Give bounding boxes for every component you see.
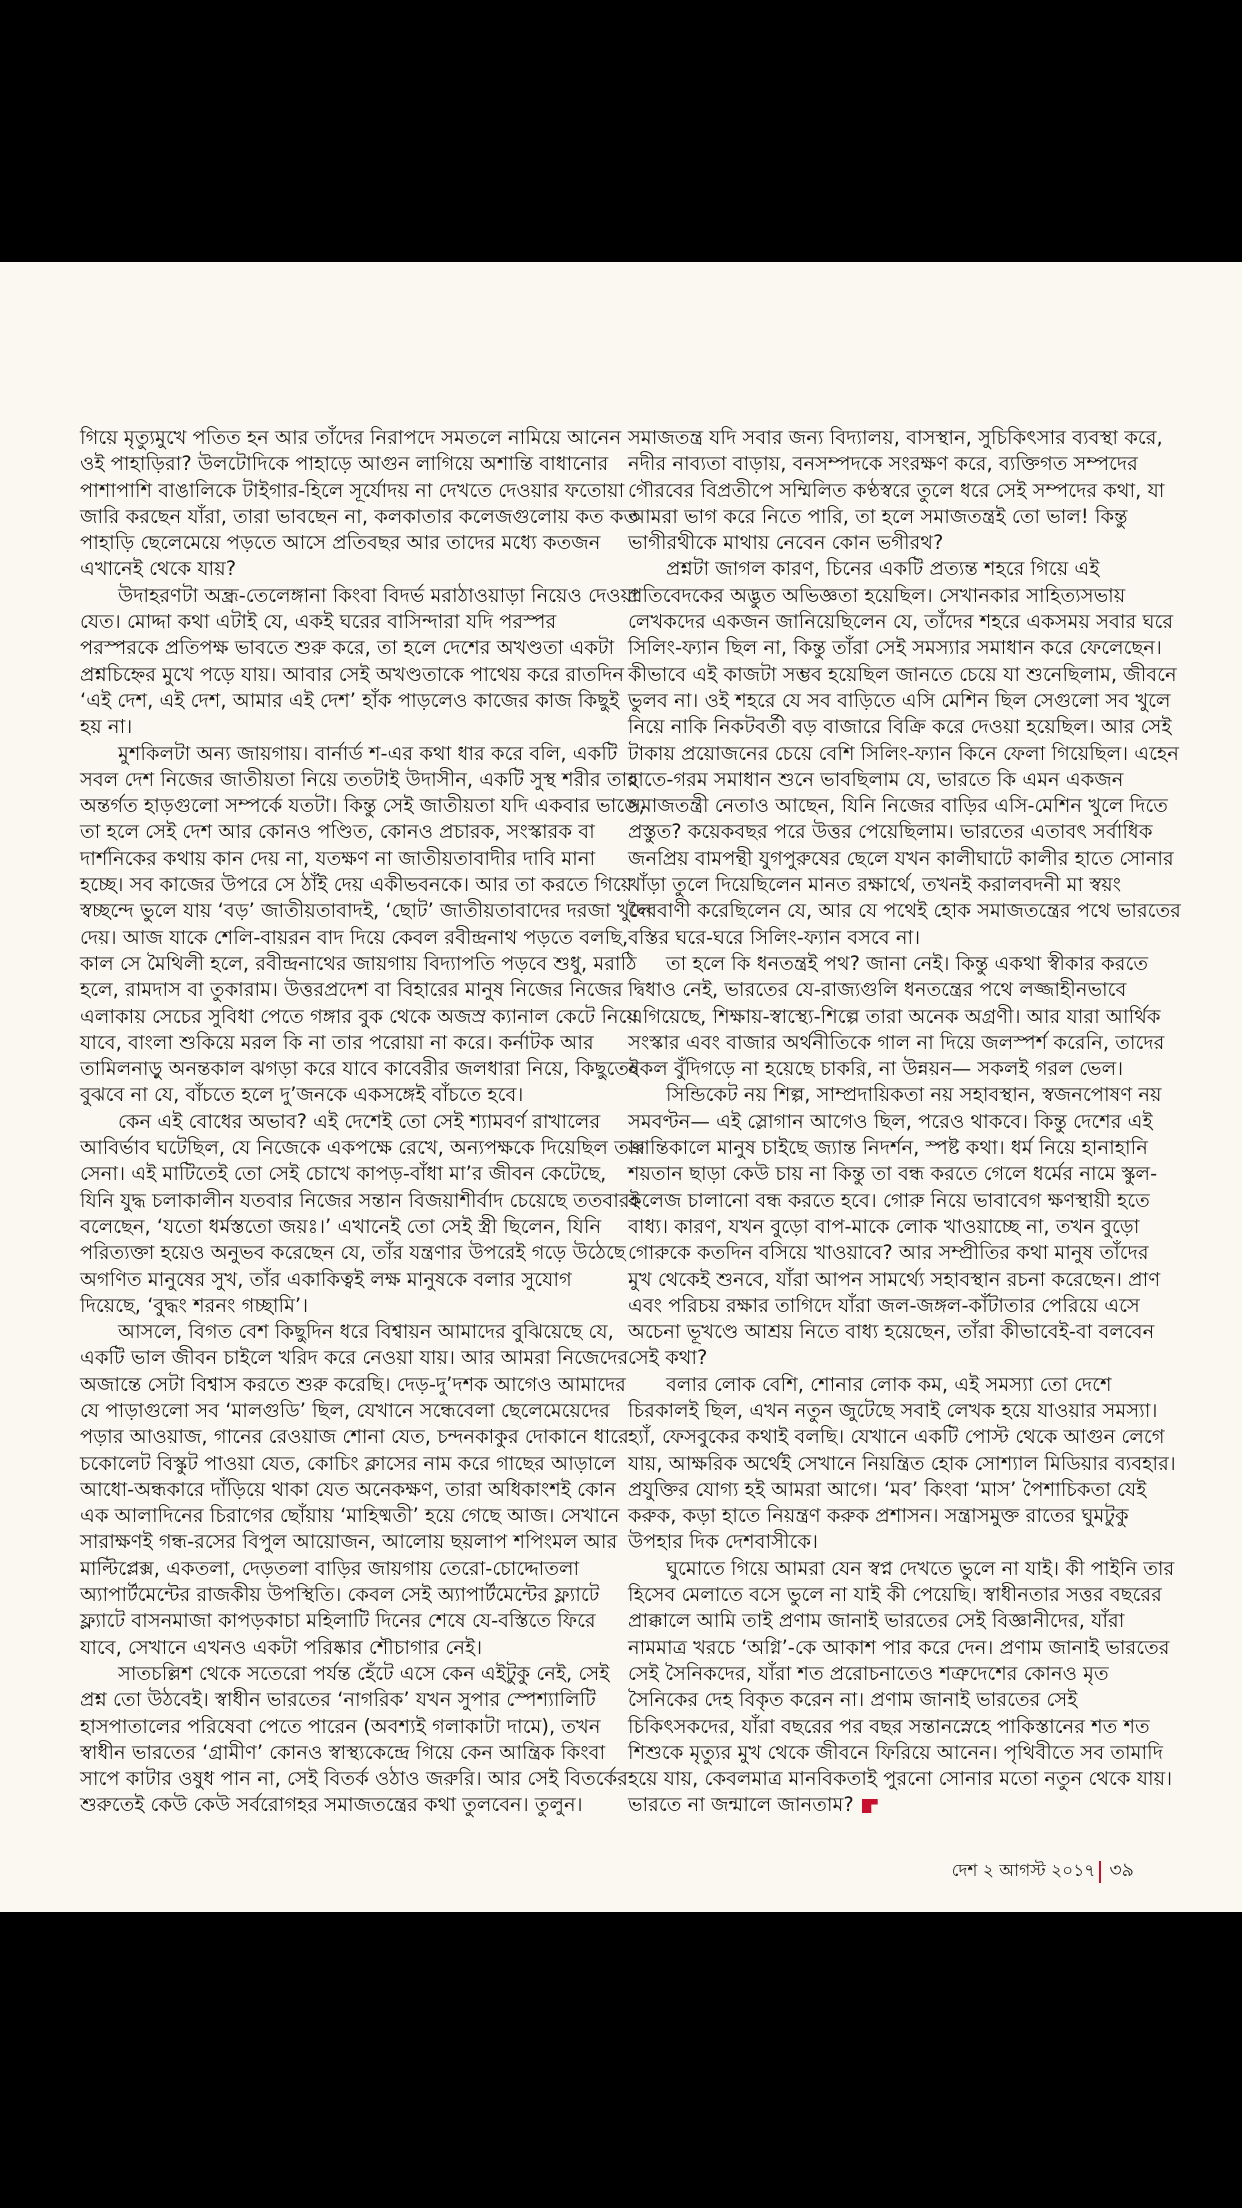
text-line-content: মুশকিলটা অন্য জায়গায়। বার্নার্ড শ-এর কথা ধার করে বলি, একটি	[118, 741, 618, 765]
text-line	[628, 1529, 1158, 1555]
text-line-content: সেই কথা?	[628, 1346, 708, 1370]
text-line	[628, 609, 1174, 635]
text-line	[628, 1056, 1158, 1082]
text-line-content: যে পাড়াগুলো সব ‘মালগুডি’ ছিল, যেখানে সন্ধেবেলা ছেলেমেয়েদের	[80, 1398, 610, 1422]
article-column-left	[80, 425, 653, 1819]
text-line	[628, 1582, 1162, 1608]
text-line-content: পাশাপাশি বাঙালিকে টাইগার-হিলে সূর্যোদয় না দেখতে দেওয়ার ফতোয়া	[80, 478, 625, 502]
text-line-content: যেত। মোদ্দা কথা এটাই যে, একই ঘরের বাসিন্দারা যদি পরস্পর	[80, 610, 557, 634]
text-line	[628, 1556, 1175, 1582]
text-line-content: সবল দেশ নিজের জাতীয়তা নিয়ে ততটাই উদাসীন, একটি সুস্থ শরীর তার	[80, 767, 638, 791]
text-line	[80, 1319, 614, 1345]
text-line	[80, 609, 610, 635]
text-line	[628, 1398, 1158, 1424]
text-line	[80, 1082, 610, 1108]
text-line	[628, 1503, 1158, 1529]
paragraph	[628, 951, 1165, 1082]
magazine-page	[0, 262, 1242, 1912]
text-line	[628, 1030, 1165, 1056]
text-line	[80, 1240, 626, 1266]
text-line	[80, 977, 623, 1003]
text-line	[628, 1714, 1158, 1740]
text-line-content: গিয়ে মৃত্যুমুখে পতিত হন আর তাঁদের নিরাপদে সমতলে নামিয়ে আনেন	[80, 426, 622, 449]
text-line	[80, 1503, 620, 1529]
text-line-content: ভারতে না জন্মালে জানতাম?	[628, 1793, 854, 1817]
text-line	[80, 741, 618, 767]
text-line-content: হয়ে যায়, কেবলমাত্র মানবিকতাই পুরনো সোনার মতো নতুন থেকে যায়।	[628, 1767, 1173, 1791]
text-line	[628, 425, 1163, 451]
issue-date: দেশ ২ আগস্ট ২০১৭	[951, 1861, 1096, 1881]
text-line	[80, 846, 610, 872]
text-line-content: হাতে-গরম সমাধান শুনে ভাবছিলাম যে, ভারতে কি এমন একজন	[628, 767, 1124, 791]
text-line-content: প্রশ্নটা জাগল কারণ, চিনের একটি প্রত্যন্ত শহরে গিয়ে এই	[666, 557, 1100, 581]
text-line	[628, 1635, 1170, 1661]
text-line-content: ঘুমোতে গিয়ে আমরা যেন স্বপ্ন দেখতে ভুলে না যাই। কী পাইনি তার	[666, 1556, 1175, 1580]
text-line	[80, 898, 653, 924]
text-line	[80, 662, 625, 688]
text-line-content: যিনি যুদ্ধ চলাকালীন যতবার নিজের সন্তান বিজয়াশীর্বাদ চেয়েছে ততবারই	[80, 1188, 640, 1212]
text-line	[628, 793, 1168, 819]
text-line-content: ভাগীরথীকে মাথায় নেবেন কোন ভগীরথ?	[628, 531, 944, 555]
text-line-content: অচেনা ভূখণ্ডে আশ্রয় নিতে বাধ্য হয়েছেন, তাঁরা কীভাবেই-বা বলবেন	[628, 1320, 1155, 1344]
text-line-content: দ্বিধাও নেই, ভারতের যে-রাজ্যগুলি ধনতন্ত্রের পথে লজ্জাহীনভাবে	[628, 978, 1127, 1002]
text-line-content: আবির্ভাব ঘটেছিল, যে নিজেকে একপক্ষে রেখে, অন্যপক্ষকে দিয়েছিল তার	[80, 1136, 646, 1160]
article-column-right	[628, 425, 1181, 1819]
text-line-content: লেখকদের একজন জানিয়েছিলেন যে, তাঁদের শহরে একসময় সবার ঘরে	[628, 610, 1174, 634]
text-line	[628, 688, 1171, 714]
text-line-content: বুঝবে না যে, বাঁচতে হলে দু’জনকে একসঙ্গেই বাঁচতে হবে।	[80, 1083, 524, 1107]
text-line-content: কীভাবে এই কাজটা সম্ভব হয়েছিল জানতে চেয়ে যা শুনেছিলাম, জীবনে	[628, 662, 1177, 686]
text-line-content: নামমাত্র খরচে ‘অগ্নি’-কে আকাশ পার করে দেন। প্রণাম জানাই ভারতের	[628, 1635, 1170, 1659]
text-line	[628, 1424, 1165, 1450]
text-line-content: বলেছেন, ‘যতো ধর্মস্ততো জয়ঃ।’ এখানেই তো সেই স্ত্রী ছিলেন, যিনি	[80, 1214, 602, 1238]
text-line-content: স্বাধীন ভারতের ‘গ্রামীণ’ কোনও স্বাস্থ্যকেন্দ্রে গিয়ে কেন আন্ত্রিক কিংবা	[80, 1740, 606, 1764]
text-line-content: সাপে কাটার ওষুধ পান না, সেই বিতর্ক ওঠাও জরুরি। আর সেই বিতর্কের	[80, 1767, 628, 1791]
text-line	[628, 1740, 1163, 1766]
text-line-content: হয় না।	[80, 715, 133, 739]
text-line	[80, 1714, 610, 1740]
text-line-content: সিলিং-ফ্যান ছিল না, কিন্তু তাঁরা সেই সমস্যার সমাধান করে ফেলেছেন।	[628, 636, 1162, 660]
text-line	[628, 1766, 1173, 1792]
text-line-content: সিন্ডিকেট নয় শিল্প, সাম্প্রদায়িকতা নয় সহাবস্থান, স্বজনপোষণ নয়	[666, 1083, 1162, 1107]
text-line-content: বস্তির ঘরে-ঘরে সিলিং-ফ্যান বসবে না।	[628, 925, 921, 949]
text-line-content: জারি করছেন যাঁরা, তারা ভাবছেন না, কলকাতার কলেজগুলোয় কত কত	[80, 504, 639, 528]
text-line-content: যাবে, সেখানে এখনও একটা পরিষ্কার শৌচাগার নেই।	[80, 1635, 483, 1659]
text-line-content: সমাজতন্ত্র যদি সবার জন্য বিদ্যালয়, বাসস্থান, সুচিকিৎসার ব্যবস্থা করে,	[628, 426, 1163, 449]
text-line-content: স্বচ্ছন্দে ভুলে যায় ‘বড়’ জাতীয়তাবাদই, ‘ছোট’ জাতীয়তাবাদের দরজা খুলে	[80, 899, 653, 923]
text-line	[628, 1214, 1158, 1240]
text-line-content: সংস্কার এবং বাজার অর্থনীতিকে গাল না দিয়ে জলস্পর্শ করেনি, তাদের	[628, 1030, 1165, 1054]
text-line	[628, 504, 1158, 530]
text-line	[628, 714, 1172, 740]
text-line-content: দৈববাণী করেছিলেন যে, আর যে পথেই হোক সমাজতন্ত্রের পথে ভারতের	[628, 899, 1181, 923]
text-line	[628, 530, 1158, 556]
text-line	[628, 451, 1158, 477]
text-line-content: হাসপাতালের পরিষেবা পেতে পারেন (অবশ্যই গলাকাটা দামে), তখন	[80, 1714, 601, 1738]
text-line	[628, 635, 1162, 661]
text-line	[80, 635, 615, 661]
text-line-content: ‘এই দেশ, এই দেশ, আমার এই দেশ’ হাঁক পাড়লেও কাজের কাজ কিছুই	[80, 688, 620, 712]
text-line	[80, 478, 625, 504]
text-line-content: কাল সে মৈথিলী হলে, রবীন্দ্রনাথের জায়গায় বিদ্যাপতি পড়বে শুধু, মরাঠি	[80, 951, 637, 975]
text-line-content: সমবণ্টন— এই স্লোগান আগেও ছিল, পরেও থাকবে। কিন্তু দেশের এই	[628, 1109, 1153, 1133]
text-line	[80, 1792, 610, 1818]
text-line	[628, 1293, 1158, 1319]
text-line-content: প্রাক্কালে আমি তাই প্রণাম জানাই ভারতের সেই বিজ্ঞানীদের, যাঁরা	[628, 1609, 1125, 1633]
text-line	[80, 530, 610, 556]
paragraph	[628, 425, 1165, 556]
text-line	[80, 1398, 610, 1424]
text-line	[628, 951, 1158, 977]
footer-separator	[1099, 1861, 1101, 1883]
text-line-content: প্রতিবেদকের অদ্ভুত অভিজ্ঞতা হয়েছিল। সেখানকার সাহিত্যসভায়	[628, 583, 1126, 607]
text-line	[628, 1161, 1158, 1187]
text-line-content: এবং পরিচয় রক্ষার তাগিদে যাঁরা জল-জঙ্গল-কাঁটাতার পেরিয়ে এসে	[628, 1293, 1140, 1317]
text-line-content: পড়ার আওয়াজ, গানের রেওয়াজ শোনা যেত, চন্দনকাকুর দোকানে ধারে	[80, 1425, 629, 1449]
text-line-content: ওই পাহাড়িরা? উলটোদিকে পাহাড়ে আগুন লাগিয়ে অশান্তি বাধানোর	[80, 452, 609, 476]
text-line	[80, 425, 622, 451]
text-line-content: কলেজ চালানো বন্ধ করতে হবে। গোরু নিয়ে ভাবাবেগ ক্ষণস্থায়ী হতে	[628, 1188, 1150, 1212]
text-line	[80, 1424, 629, 1450]
text-line-content: নকল বুঁদিগড়ে না হয়েছে চাকরি, না উন্নয়ন— সকলই গরল ভেল।	[628, 1057, 1124, 1081]
text-line-content: কেন এই বোধের অভাব? এই দেশেই তো সেই শ্যামবর্ণ রাখালের	[118, 1109, 601, 1133]
text-line	[80, 714, 610, 740]
text-line-content: আমরা ভাগ করে নিতে পারি, তা হলে সমাজতন্ত্রই তো ভাল! কিন্তু	[628, 504, 1128, 528]
text-line-content: যায়, আক্ষরিক অর্থেই সেখানে নিয়ন্ত্রিত হোক সোশ্যাল মিডিয়ার ব্যবহার।	[628, 1451, 1176, 1475]
paragraph	[80, 425, 639, 583]
text-line	[628, 1687, 1158, 1713]
text-line-content: তামিলনাড়ু অনন্তকাল ঝগড়া করে যাবে কাবেরীর জলধারা নিয়ে, কিছুতেই	[80, 1057, 640, 1081]
text-line-content: মুখ থেকেই শুনবে, যাঁরা আপন সামর্থ্যে সহাবস্থান রচনা করেছেন। প্রাণ	[628, 1267, 1161, 1291]
text-line	[628, 1477, 1158, 1503]
text-line-content: পরিত্যক্তা হয়েও অনুভব করেছেন যে, তাঁর যন্ত্রণার উপরেই গড়ে উঠেছে	[80, 1241, 626, 1265]
text-line	[80, 1740, 610, 1766]
text-line	[80, 688, 620, 714]
text-line-content: শিশুকে মৃত্যুর মুখ থেকে জীবনে ফিরিয়ে আনেন। পৃথিবীতে সব তামাদি	[628, 1740, 1163, 1764]
text-line	[80, 1635, 610, 1661]
text-line-content: দিয়েছে, ‘বুদ্ধং শরনং গচ্ছামি’।	[80, 1293, 309, 1317]
text-line	[628, 767, 1158, 793]
paragraph	[80, 1319, 629, 1661]
text-line-content: দার্শনিকের কথায় কান দেয় না, যতক্ষণ না জাতীয়তাবাদীর দাবি মানা	[80, 846, 596, 870]
text-line-content: ক্রান্তিকালে মানুষ চাইছে জ্যান্ত নিদর্শন, স্পষ্ট কথা। ধর্ম নিয়ে হানাহানি	[628, 1136, 1148, 1160]
text-line	[80, 1556, 610, 1582]
text-line	[628, 846, 1174, 872]
text-line	[628, 1004, 1161, 1030]
text-line-content: দেয়। আজ যাকে শেলি-বায়রন বাদ দিয়ে কেবল রবীন্দ্রনাথ পড়তে বলছি,	[80, 925, 629, 949]
text-line-content: পরস্পরকে প্রতিপক্ষ ভাবতে শুরু করে, তা হলে দেশের অখণ্ডতা একটা	[80, 636, 615, 660]
paragraph	[80, 741, 653, 1109]
text-line-content: করুক, কড়া হাতে নিয়ন্ত্রণ করুক প্রশাসন। সন্ত্রাসমুক্ত রাতের ঘুমটুকু	[628, 1504, 1129, 1528]
text-line-content: সৈনিকের দেহ বিকৃত করেন না। প্রণাম জানাই ভারতের সেই	[628, 1688, 1078, 1712]
article-end-mark-icon	[862, 1799, 878, 1813]
text-line	[80, 1345, 629, 1371]
text-line-content: জনপ্রিয় বামপন্থী যুগপুরুষের ছেলে যখন কালীঘাটে কালীর হাতে সোনার	[628, 846, 1174, 870]
page-number: ৩৯	[1109, 1859, 1134, 1881]
text-line-content: হচ্ছে। সব কাজের উপরে সে ঠাঁই দেয় একীভবনকে। আর তা করতে গিয়ে	[80, 873, 633, 897]
text-line-content: বাধ্য। কারণ, যখন বুড়ো বাপ-মাকে লোক খাওয়াচ্ছে না, তখন বুড়ো	[628, 1214, 1140, 1238]
text-line	[628, 1451, 1176, 1477]
paragraph	[628, 556, 1181, 950]
text-line-content: সমাজতন্ত্রী নেতাও আছেন, যিনি নিজের বাড়ির এসি-মেশিন খুলে দিতে	[628, 794, 1168, 818]
text-line	[80, 1161, 610, 1187]
text-line	[80, 872, 633, 898]
text-line-content: চিরকালই ছিল, এখন নতুন জুটেছে সবাই লেখক হয়ে যাওয়ার সমস্যা।	[628, 1398, 1158, 1422]
text-line	[628, 819, 1158, 845]
text-line-content: মাল্টিপ্লেক্স, একতলা, দেড়তলা বাড়ির জায়গায় তেরো-চোদ্দোতলা	[80, 1556, 580, 1580]
text-line	[80, 951, 637, 977]
text-line-content: চকোলেট বিস্কুট পাওয়া যেত, কোচিং ক্লাসের নাম করে গাছের আড়ালে	[80, 1451, 616, 1475]
text-line	[80, 1687, 610, 1713]
text-line-content: অন্তর্গত হাড়গুলো সম্পর্কে যতটা। কিন্তু সেই জাতীয়তা যদি একবার ভাঙে,	[80, 794, 645, 818]
text-line-content: শুরুতেই কেউ কেউ সর্বরোগহর সমাজতন্ত্রের কথা তুলবেন। তুলুন।	[80, 1793, 583, 1817]
paragraph	[80, 583, 638, 741]
paragraph	[628, 1556, 1175, 1819]
text-line	[80, 1451, 616, 1477]
text-line	[80, 1109, 610, 1135]
text-line	[628, 1267, 1161, 1293]
text-line-content: প্রশ্ন তো উঠবেই। স্বাধীন ভারতের ‘নাগরিক’ যখন সুপার স্পেশ্যালিটি	[80, 1688, 596, 1712]
text-line-content: অজান্তে সেটা বিশ্বাস করতে শুরু করেছি। দেড়-দু’দশক আগেও আমাদের	[80, 1372, 626, 1396]
text-line	[628, 1792, 1158, 1818]
text-line-content: বলার লোক বেশি, শোনার লোক কম, এই সমস্যা তো দেশে	[666, 1372, 1112, 1396]
text-line-content: এখানেই থেকে যায়?	[80, 557, 237, 581]
text-line	[628, 925, 1158, 951]
text-line-content: সেই সৈনিকদের, যাঁরা শত প্ররোচনাতেও শত্রুদেশের কোনও মৃত	[628, 1661, 1109, 1685]
text-line	[80, 925, 629, 951]
paragraph	[80, 1109, 646, 1319]
text-line-content: উদাহরণটা অন্ধ্র-তেলেঙ্গানা কিংবা বিদর্ভ মরাঠাওয়াড়া নিয়েও দেওয়া	[118, 583, 638, 607]
text-line-content: গৌরবের বিপ্রতীপে সম্মিলিত কণ্ঠস্বরে তুলে ধরে সেই সম্পদের কথা, যা	[628, 478, 1165, 502]
text-line	[80, 1608, 610, 1634]
text-line	[628, 898, 1181, 924]
text-line	[80, 1582, 610, 1608]
text-line-content: নিয়ে নাকি নিকটবর্তী বড় বাজারে বিক্রি করে দেওয়া হয়েছিল। আর সেই	[628, 715, 1172, 739]
text-line-content: এগিয়েছে, শিক্ষায়-স্বাস্থ্যে-শিল্পে তারা অনেক অগ্রণী। আর যারা আর্থিক	[628, 1004, 1161, 1028]
text-line	[80, 1135, 646, 1161]
text-line-content: তা হলে কি ধনতন্ত্রই পথ? জানা নেই। কিন্তু একথা স্বীকার করতে	[666, 951, 1148, 975]
text-line	[80, 556, 610, 582]
text-line-content: এক আলাদিনের চিরাগের ছোঁয়ায় ‘মাহিষ্মতী’ হয়ে গেছে আজ। সেখানে	[80, 1504, 620, 1528]
text-line	[628, 872, 1158, 898]
text-line-content: শয়তান ছাড়া কেউ চায় না কিন্তু তা বন্ধ করতে গেলে ধর্মের নামে স্কুল-	[628, 1162, 1158, 1186]
text-line-content: এলাকায় সেচের সুবিধা পেতে গঙ্গার বুক থেকে অজস্র ক্যানাল কেটে নিয়ে	[80, 1004, 638, 1028]
text-line	[80, 1293, 610, 1319]
text-line	[628, 556, 1158, 582]
text-line	[80, 1214, 610, 1240]
text-line-content: প্রস্তুত? কয়েকবছর পরে উত্তর পেয়েছিলাম। ভারতের এতাবৎ সর্বাধিক	[628, 820, 1153, 844]
text-line	[628, 1082, 1162, 1108]
paragraph	[628, 1372, 1176, 1556]
text-line-content: ভুলব না। ওই শহরে যে সব বাড়িতে এসি মেশিন ছিল সেগুলো সব খুলে	[628, 688, 1171, 712]
text-line	[80, 1477, 616, 1503]
text-line	[628, 478, 1165, 504]
text-line	[628, 1319, 1158, 1345]
text-line	[80, 451, 610, 477]
text-line	[628, 1661, 1158, 1687]
text-line	[80, 793, 645, 819]
text-line	[80, 1030, 610, 1056]
text-line-content: যাবে, বাংলা শুকিয়ে মরল কি না তার পরোয়া না করে। কর্নাটক আর	[80, 1030, 594, 1054]
text-line	[628, 1109, 1158, 1135]
text-line-content: আসলে, বিগত বেশ কিছুদিন ধরে বিশ্বায়ন আমাদের বুঝিয়েছে যে,	[118, 1320, 614, 1344]
text-line-content: প্রযুক্তির যোগ্য হই আমরা আগে। ‘মব’ কিংবা ‘মাস’ পৈশাচিকতা যেই	[628, 1477, 1147, 1501]
text-line-content: চিকিৎসকদের, যাঁরা বছরের পর বছর সন্তানস্নেহে পাকিস্তানের শত শত	[628, 1714, 1150, 1738]
text-line-content: অ্যাপার্টমেন্টের রাজকীয় উপস্থিতি। কেবল সেই অ্যাপার্টমেন্টের ফ্ল্যাটে	[80, 1583, 600, 1607]
text-line	[628, 1240, 1158, 1266]
text-line-content: পাহাড়ি ছেলেমেয়ে পড়তে আসে প্রতিবছর আর তাদের মধ্যে কতজন	[80, 531, 601, 555]
text-line-content: সারাক্ষণই গন্ধ-রসের বিপুল আয়োজন, আলোয় ছয়লাপ শপিংমল আর	[80, 1530, 618, 1554]
text-line	[628, 1608, 1158, 1634]
paragraph	[80, 1661, 628, 1819]
text-line-content: সেনা। এই মাটিতেই তো সেই চোখে কাপড়-বাঁধা মা’র জীবন কেটেছে,	[80, 1162, 607, 1186]
text-line-content: উপহার দিক দেশবাসীকে।	[628, 1530, 819, 1554]
text-line	[80, 1188, 640, 1214]
text-line-content: খাঁড়া তুলে দিয়েছিলেন মানত রক্ষার্থে, তখনই করালবদনী মা স্বয়ং	[628, 873, 1122, 897]
text-line	[628, 1372, 1158, 1398]
text-line-content: নদীর নাব্যতা বাড়ায়, বনসম্পদকে সংরক্ষণ করে, ব্যক্তিগত সম্পদের	[628, 452, 1138, 476]
text-line	[628, 1345, 1158, 1371]
text-line	[628, 1188, 1158, 1214]
page-footer	[952, 1856, 1134, 1888]
text-line-content: হিসেব মেলাতে বসে ভুলে না যাই কী পেয়েছি। স্বাধীনতার সত্তর বছরের	[628, 1583, 1162, 1607]
text-line-content: আধো-অন্ধকারে দাঁড়িয়ে থাকা যেত অনেকক্ষণ, তারা অধিকাংশই কোন	[80, 1477, 616, 1501]
text-line-content: প্রশ্নচিহ্নের মুখে পড়ে যায়। আবার সেই অখণ্ডতাকে পাথেয় করে রাতদিন	[80, 662, 625, 686]
text-line	[80, 1766, 628, 1792]
text-line	[628, 1135, 1158, 1161]
text-line	[628, 662, 1177, 688]
text-line-content: হলে, রামদাস বা তুকারাম। উত্তরপ্রদেশ বা বিহারের মানুষ নিজের নিজের	[80, 978, 623, 1002]
text-line	[80, 1056, 640, 1082]
text-line	[628, 583, 1158, 609]
text-line	[80, 1004, 638, 1030]
text-line	[80, 1529, 618, 1555]
text-line-content: গোরুকে কতদিন বসিয়ে খাওয়াবে? আর সম্প্রীতির কথা মানুষ তাঁদের	[628, 1241, 1149, 1265]
text-line	[628, 741, 1179, 767]
text-line-content: অগণিত মানুষের সুখ, তাঁর একাকিত্বই লক্ষ মানুষকে বলার সুযোগ	[80, 1267, 572, 1291]
text-line-content: সাতচল্লিশ থেকে সতেরো পর্যন্ত হেঁটে এসে কেন এইটুকু নেই, সেই	[118, 1661, 610, 1685]
text-line-content: ফ্ল্যাটে বাসনমাজা কাপড়কাচা মহিলাটি দিনের শেষে যে-বস্তিতে ফিরে	[80, 1609, 596, 1633]
text-line-content: টাকায় প্রয়োজনের চেয়ে বেশি সিলিং-ফ্যান কিনে ফেলা গিয়েছিল। এহেন	[628, 741, 1179, 765]
text-line	[80, 767, 638, 793]
text-line	[80, 504, 639, 530]
text-line-content: একটি ভাল জীবন চাইলে খরিদ করে নেওয়া যায়। আর আমরা নিজেদের	[80, 1346, 629, 1370]
text-line	[628, 977, 1158, 1003]
text-line	[80, 1372, 626, 1398]
text-line	[80, 1267, 610, 1293]
text-line-content: হ্যাঁ, ফেসবুকের কথাই বলছি। যেখানে একটি পোস্ট থেকে আগুন লেগে	[628, 1425, 1165, 1449]
text-line	[80, 1661, 610, 1687]
text-line	[80, 583, 638, 609]
text-line	[80, 819, 610, 845]
text-line-content: তা হলে সেই দেশ আর কোনও পণ্ডিত, কোনও প্রচারক, সংস্কারক বা	[80, 820, 595, 844]
paragraph	[628, 1082, 1162, 1371]
